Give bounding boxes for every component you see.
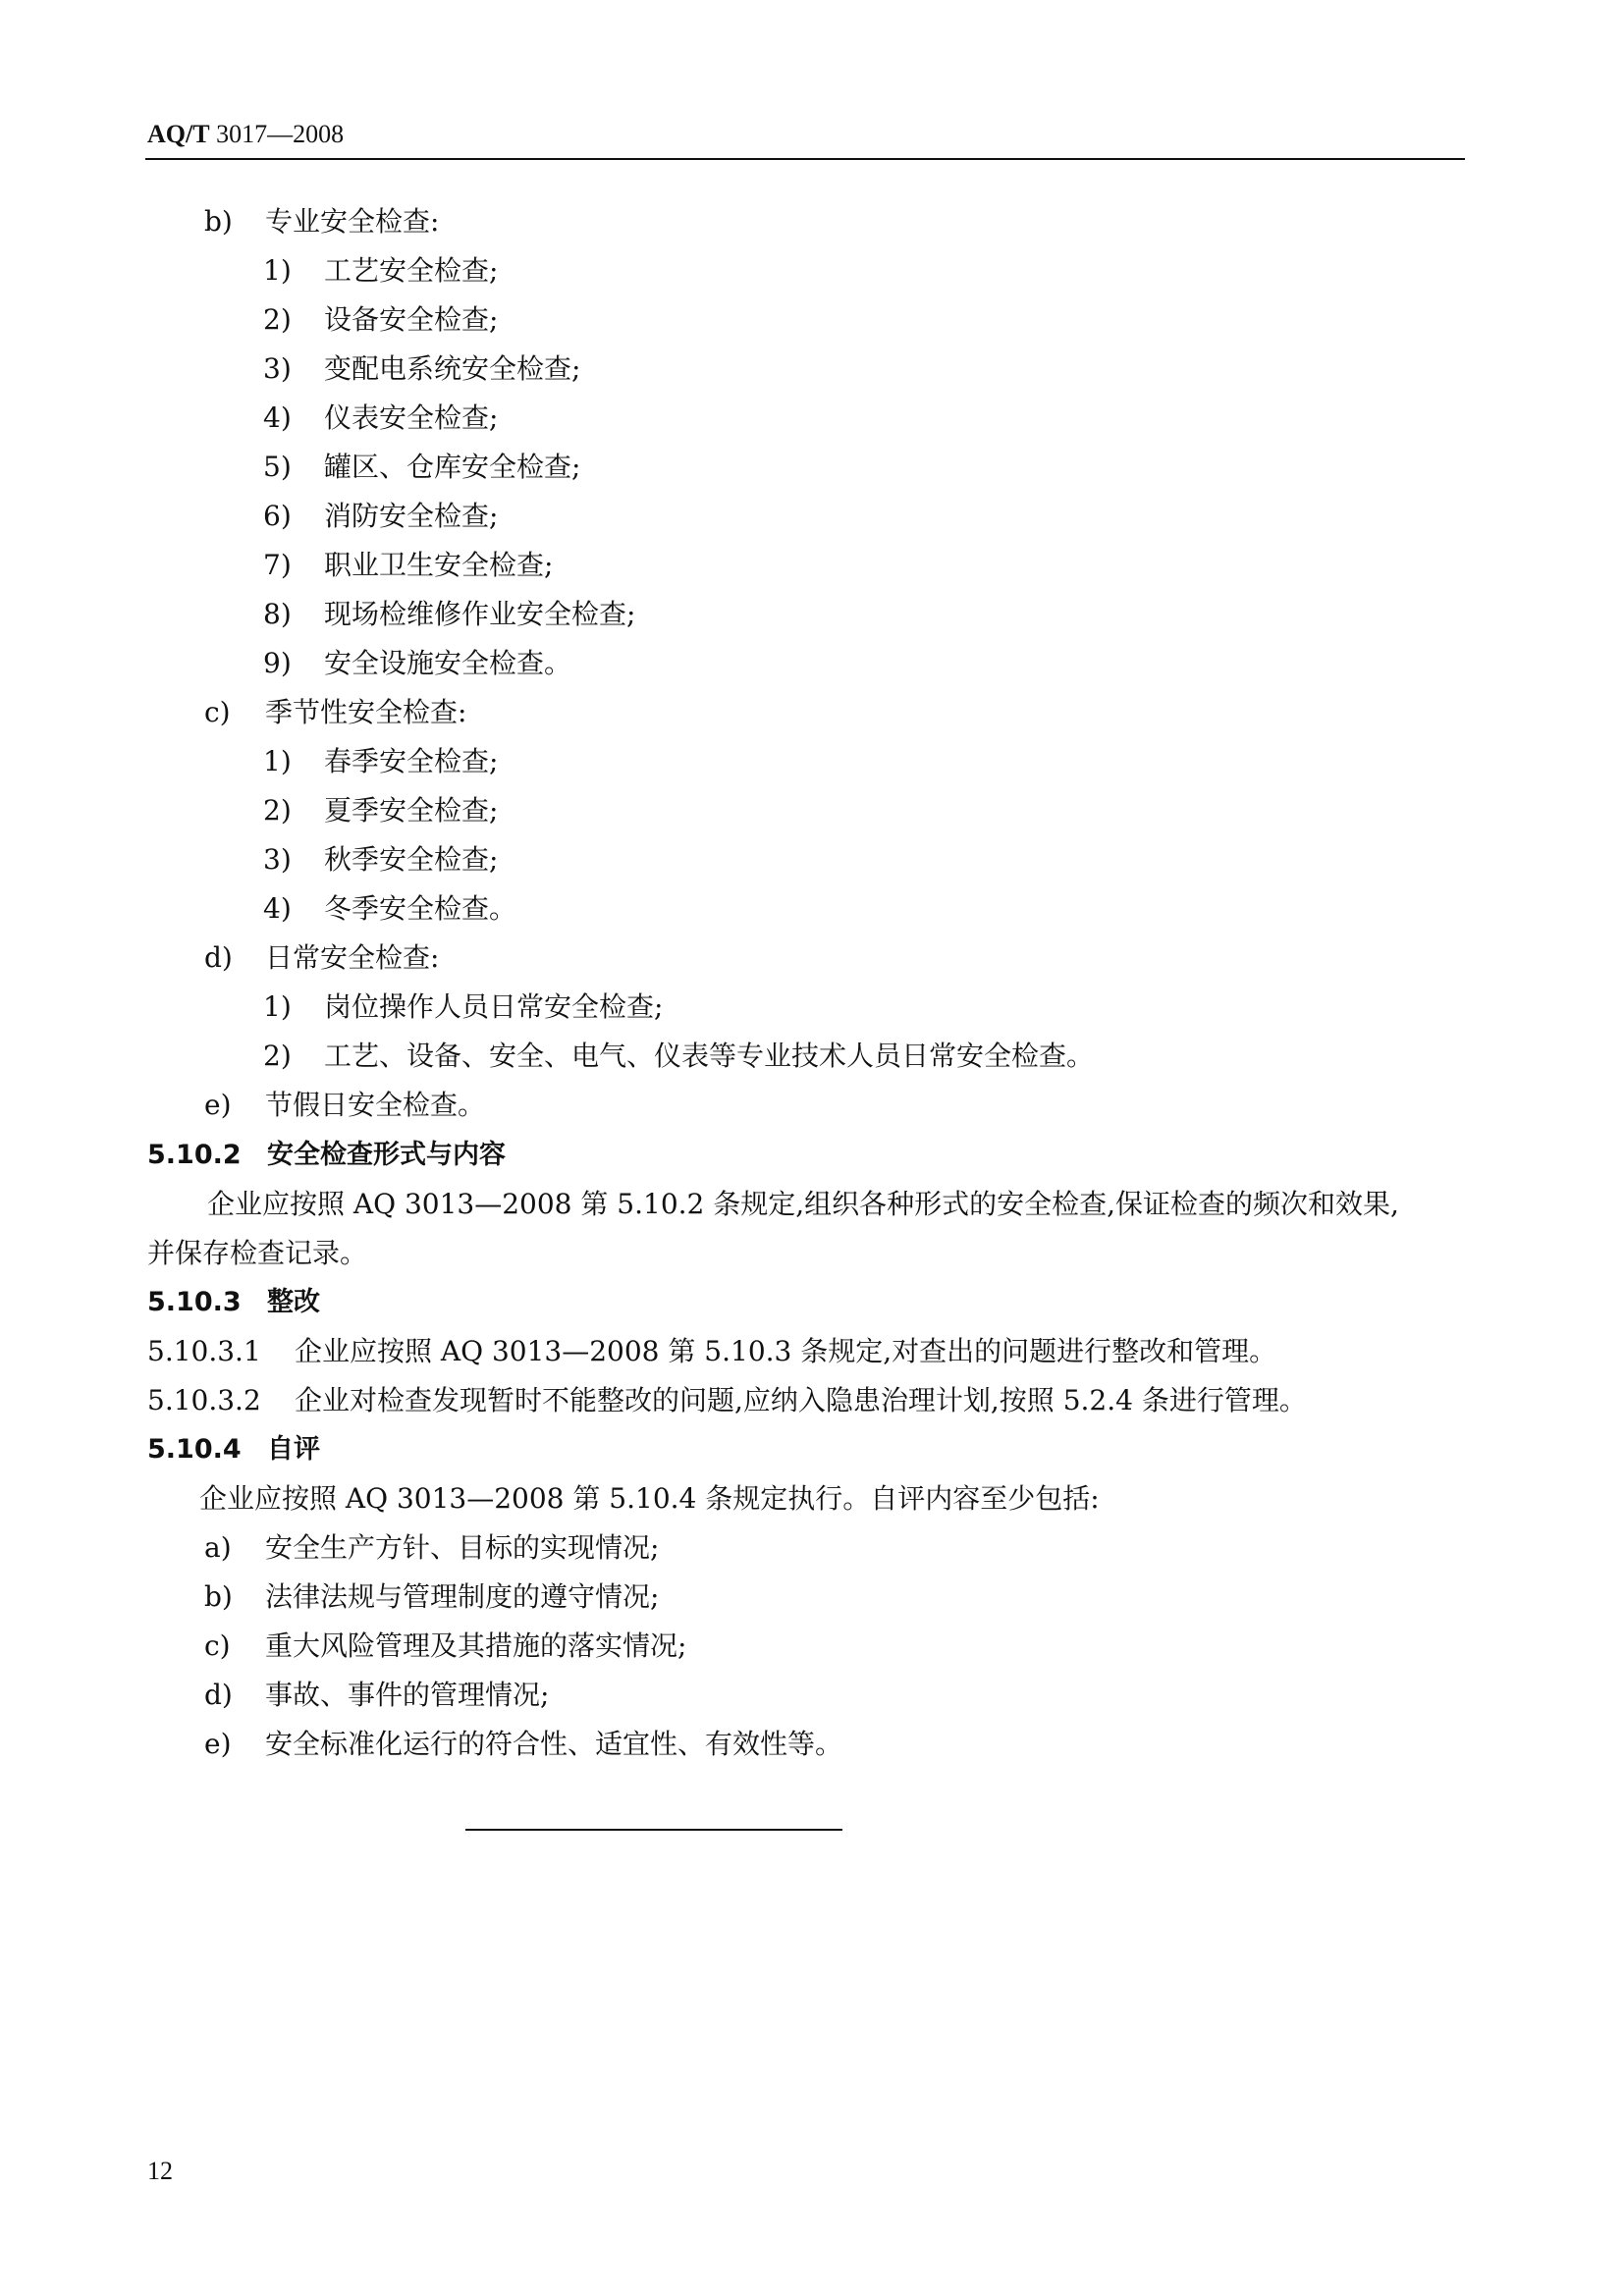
section-heading-5103: [147, 1286, 320, 1319]
section-heading-5104: [147, 1433, 320, 1467]
sub-num: 3): [263, 352, 292, 385]
sub-text: 工艺安全检查;: [324, 254, 499, 287]
list-item: [204, 1679, 549, 1712]
sub-text: 安全设施安全检查。: [324, 647, 572, 679]
list-item-e: [204, 1089, 485, 1122]
sub-text: 消防安全检查;: [324, 500, 499, 532]
sub-num: 2): [263, 1040, 292, 1072]
section-title: 安全检查形式与内容: [267, 1140, 506, 1170]
clause-5-10-3-1: [147, 1335, 1276, 1368]
sub-text: 变配电系统安全检查;: [324, 352, 581, 385]
list-label: b): [204, 205, 233, 238]
list-item: [204, 1728, 842, 1761]
sub-text: 工艺、设备、安全、电气、仪表等专业技术人员日常安全检查。: [324, 1040, 1095, 1072]
list-item-b: [204, 205, 439, 239]
sub-text: 仪表安全检查;: [324, 401, 499, 434]
sub-num: 2): [263, 794, 292, 827]
sub-item: [263, 647, 571, 680]
sub-text: 秋季安全检查;: [324, 843, 499, 876]
sub-num: 8): [263, 598, 292, 630]
sub-item: [263, 303, 498, 337]
page-header-code: [147, 120, 344, 149]
sub-item: [263, 254, 498, 288]
sub-item: [263, 352, 580, 386]
list-text: 季节性安全检查:: [265, 696, 467, 728]
sub-text: 夏季安全检查;: [324, 794, 499, 827]
sub-text: 现场检维修作业安全检查;: [324, 598, 636, 630]
sub-num: 1): [263, 745, 292, 777]
sub-text: 春季安全检查;: [324, 745, 499, 777]
list-label: a): [204, 1531, 232, 1564]
sub-item: [263, 401, 498, 435]
clause-5-10-3-2: [147, 1384, 1307, 1417]
sub-num: 2): [263, 303, 292, 336]
section-number: 5.10.2: [147, 1140, 242, 1170]
list-label: c): [204, 696, 231, 728]
sub-item: [263, 549, 553, 582]
clause-number: 5.10.3.1: [147, 1335, 261, 1367]
sub-num: 3): [263, 843, 292, 876]
list-label: e): [204, 1728, 232, 1760]
sub-num: 4): [263, 892, 292, 925]
clause-number: 5.10.3.2: [147, 1384, 261, 1416]
section-number: 5.10.4: [147, 1434, 242, 1465]
list-label: d): [204, 941, 233, 974]
list-label: d): [204, 1679, 233, 1711]
list-label: e): [204, 1089, 232, 1121]
standard-number: 3017—2008: [209, 120, 345, 148]
sub-item: [263, 1040, 1094, 1073]
sub-text: 职业卫生安全检查;: [324, 549, 554, 581]
sub-item: [263, 745, 498, 778]
section-heading-5102: [147, 1139, 506, 1172]
sub-text: 罐区、仓库安全检查;: [324, 451, 581, 483]
sub-num: 4): [263, 401, 292, 434]
paragraph-line: 企业应按照 AQ 3013—2008 第 5.10.4 条规定执行。自评内容至少包括:: [199, 1482, 1100, 1515]
sub-item: [263, 500, 498, 533]
paragraph-line: 企业应按照 AQ 3013—2008 第 5.10.2 条规定,组织各种形式的安全检查,保证检查的频次和效果,: [207, 1188, 1399, 1220]
list-text: 节假日安全检查。: [265, 1089, 486, 1121]
list-text: 法律法规与管理制度的遵守情况;: [265, 1580, 660, 1613]
sub-item: [263, 794, 498, 828]
sub-num: 6): [263, 500, 292, 532]
list-text: 安全标准化运行的符合性、适宜性、有效性等。: [265, 1728, 843, 1760]
paragraph-line: 并保存检查记录。: [147, 1237, 368, 1269]
sub-num: 1): [263, 254, 292, 287]
list-item-c: [204, 696, 466, 729]
sub-item: [263, 892, 516, 926]
list-label: c): [204, 1629, 231, 1662]
clause-text: 企业对检查发现暂时不能整改的问题,应纳入隐患治理计划,按照 5.2.4 条进行管理。: [295, 1384, 1307, 1416]
section-title: 自评: [267, 1434, 320, 1465]
page-number: 12: [147, 2157, 173, 2185]
sub-text: 岗位操作人员日常安全检查;: [324, 990, 664, 1023]
list-text: 专业安全检查:: [265, 205, 440, 238]
list-item: [204, 1531, 659, 1565]
list-item-d: [204, 941, 439, 975]
list-item: [204, 1629, 686, 1663]
list-text: 重大风险管理及其措施的落实情况;: [265, 1629, 687, 1662]
clause-text: 企业应按照 AQ 3013—2008 第 5.10.3 条规定,对查出的问题进行整改和管理。: [295, 1335, 1277, 1367]
sub-text: 冬季安全检查。: [324, 892, 517, 925]
sub-item: [263, 451, 580, 484]
standard-prefix: AQ/T: [147, 120, 210, 148]
list-item: [204, 1580, 659, 1614]
list-label: b): [204, 1580, 233, 1613]
sub-item: [263, 990, 663, 1024]
section-title: 整改: [267, 1287, 320, 1317]
sub-text: 设备安全检查;: [324, 303, 499, 336]
sub-num: 5): [263, 451, 292, 483]
sub-num: 1): [263, 990, 292, 1023]
header-rule: [145, 158, 1465, 160]
end-of-document-rule: [465, 1829, 842, 1831]
sub-item: [263, 598, 635, 631]
list-text: 日常安全检查:: [265, 941, 440, 974]
sub-item: [263, 843, 498, 877]
sub-num: 9): [263, 647, 292, 679]
list-text: 事故、事件的管理情况;: [265, 1679, 550, 1711]
sub-num: 7): [263, 549, 292, 581]
section-number: 5.10.3: [147, 1287, 242, 1317]
list-text: 安全生产方针、目标的实现情况;: [265, 1531, 660, 1564]
